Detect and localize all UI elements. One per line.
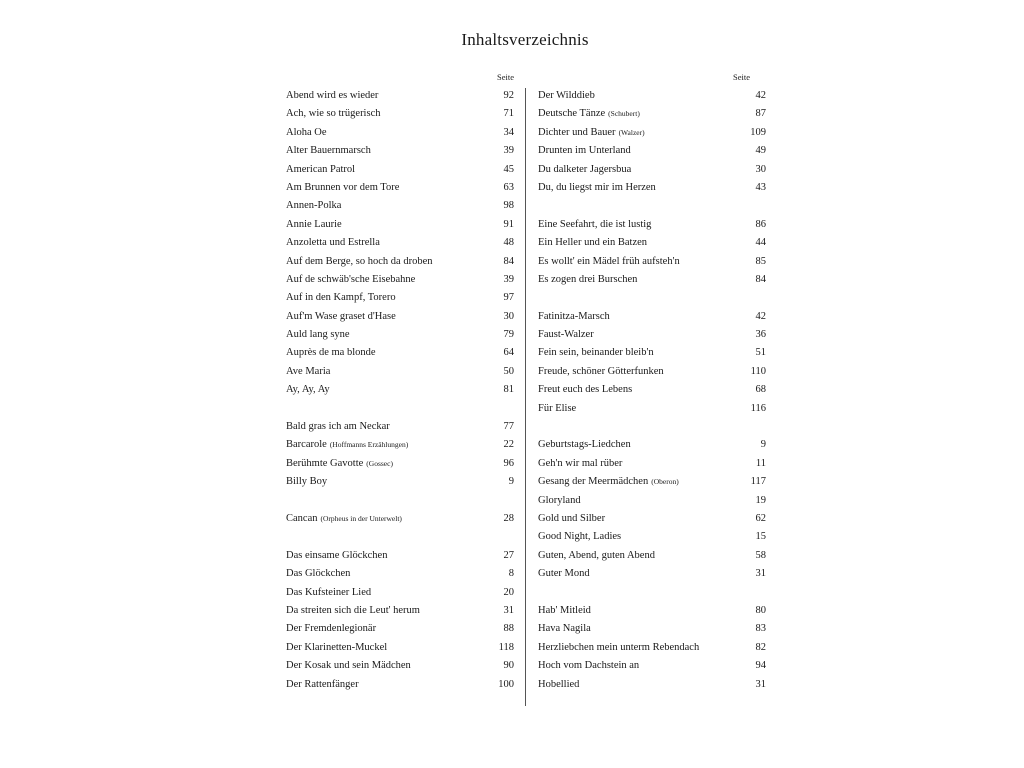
toc-entry-title-text: Auf'm Wase graset d'Hase (286, 310, 396, 322)
toc-entry-page: 117 (750, 476, 766, 488)
toc-entry-title (286, 182, 488, 193)
toc-entry-title-text: Auprès de ma blonde (286, 347, 376, 359)
toc-entry (286, 292, 514, 310)
toc-entry-title-text: Auld lang syne (286, 329, 350, 341)
toc-entry-title (286, 127, 488, 138)
toc-entry-title (538, 311, 740, 322)
toc-entry-page: 97 (503, 292, 514, 304)
toc-entry-title (538, 108, 740, 119)
toc-entry-title (538, 550, 740, 561)
toc-entry (538, 90, 766, 108)
toc-entry-title (538, 145, 740, 156)
toc-entry (538, 550, 766, 568)
toc-entry (538, 347, 766, 365)
toc-entry-title (538, 439, 740, 450)
toc-entry-title (286, 329, 488, 340)
toc-entry-title (286, 237, 488, 248)
toc-entry (538, 495, 766, 513)
toc-entry-page: 100 (498, 678, 514, 690)
toc-entry-page: 83 (755, 623, 766, 635)
toc-entry (538, 568, 766, 586)
toc-entry-page: 98 (503, 200, 514, 212)
toc-entry-page: 27 (503, 549, 514, 561)
toc-entry-page: 116 (750, 402, 766, 414)
toc-entry-title (538, 127, 740, 138)
toc-entry (286, 237, 514, 255)
toc-entry-title (286, 347, 488, 358)
toc-entry-page: 80 (755, 604, 766, 616)
toc-entry-page: 9 (508, 476, 514, 488)
toc-entry (286, 256, 514, 274)
toc-entry-title-text: Good Night, Ladies (538, 531, 622, 543)
toc-entry-title-text: Auf de schwäb'sche Eisebahne (286, 273, 416, 285)
toc-entry-page: 84 (503, 255, 514, 267)
toc-entry-title-text: Es zogen drei Burschen (538, 273, 638, 285)
toc-entry (538, 366, 766, 384)
toc-entry-page: 96 (503, 457, 514, 469)
toc-entry-title-text: Hobellied (538, 678, 580, 690)
toc-entry-title-text: Herzliebchen mein unterm Rebendach (538, 641, 700, 653)
toc-entry-title (286, 458, 488, 469)
toc-spacer (286, 495, 514, 513)
toc-entry-title (538, 347, 740, 358)
toc-entry-title (538, 623, 740, 634)
toc-entry-title-text: Der Rattenfänger (286, 678, 359, 690)
toc-entry-title-text: Alter Bauernmarsch (286, 145, 371, 157)
toc-entry (538, 605, 766, 623)
toc-right-column (538, 90, 766, 697)
toc-entry (286, 568, 514, 586)
toc-entry-title-text: Ay, Ay, Ay (286, 384, 330, 396)
toc-entry-title (286, 642, 488, 653)
toc-entry-page: 88 (503, 623, 514, 635)
toc-entry-title-text: Guten, Abend, guten Abend (538, 549, 655, 561)
toc-entry-title-text: Hoch vom Dachstein an (538, 660, 640, 672)
toc-entry-subtitle: (Gossec) (366, 458, 393, 468)
toc-entry (538, 329, 766, 347)
toc-entry (286, 679, 514, 697)
toc-entry-title-text: Ein Heller und ein Batzen (538, 237, 648, 249)
toc-entry (538, 256, 766, 274)
toc-entry-title-text: Anzoletta und Estrella (286, 237, 380, 249)
toc-spacer (286, 531, 514, 549)
toc-entry-title (538, 495, 740, 506)
toc-entry (538, 679, 766, 697)
toc-entry-page: 63 (503, 181, 514, 193)
toc-entry (538, 623, 766, 641)
toc-entry-title (286, 219, 488, 230)
toc-entry-title (286, 366, 488, 377)
toc-entry-title (286, 164, 488, 175)
toc-entry-page: 44 (755, 237, 766, 249)
toc-spacer (538, 292, 766, 310)
toc-entry-title (538, 164, 740, 175)
toc-entry (286, 366, 514, 384)
toc-entry-page: 31 (755, 678, 766, 690)
toc-spacer (538, 421, 766, 439)
toc-entry (286, 421, 514, 439)
toc-entry-title-text: Der Fremdenlegionär (286, 623, 377, 635)
toc-entry-title-text: Du, du liegst mir im Herzen (538, 181, 656, 193)
toc-entry-title-text: Hab' Mitleid (538, 604, 591, 616)
toc-entry-subtitle: (Orpheus in der Unterwelt) (320, 513, 402, 523)
toc-entry-title-text: Berühmte Gavotte (286, 457, 364, 469)
toc-entry-page: 84 (755, 273, 766, 285)
toc-entry-title-text: Fein sein, beinander bleib'n (538, 347, 654, 359)
toc-entry-title (538, 605, 740, 616)
toc-entry-title (286, 311, 488, 322)
toc-entry-title-text: Billy Boy (286, 476, 328, 488)
toc-entry (538, 458, 766, 476)
toc-entry-title-text: Abend wird es wieder (286, 90, 379, 101)
toc-entry-title-text: Ave Maria (286, 365, 331, 377)
toc-entry-title (538, 568, 740, 579)
toc-entry-title (286, 660, 488, 671)
toc-entry-page: 31 (503, 604, 514, 616)
column-divider (525, 88, 526, 706)
toc-entry-title-text: Das Kufsteiner Lied (286, 586, 372, 598)
toc-entry-title (286, 145, 488, 156)
toc-entry-page: 77 (503, 421, 514, 433)
toc-entry-title (286, 274, 488, 285)
toc-entry-title-text: Du dalketer Jagersbua (538, 163, 632, 175)
toc-entry-title-text: Annie Laurie (286, 218, 342, 230)
toc-entry-title-text: Deutsche Tänze (538, 108, 606, 120)
toc-entry (286, 623, 514, 641)
toc-entry-page: 48 (503, 237, 514, 249)
toc-entry-page: 15 (755, 531, 766, 543)
toc-entry (286, 476, 514, 494)
toc-entry (286, 642, 514, 660)
toc-entry-title (538, 182, 740, 193)
toc-entry-title-text: Am Brunnen vor dem Tore (286, 181, 400, 193)
toc-entry-title (286, 292, 488, 303)
toc-entry (286, 182, 514, 200)
toc-entry-title (286, 623, 488, 634)
toc-entry-page: 42 (755, 310, 766, 322)
toc-entry (286, 550, 514, 568)
toc-entry-page: 64 (503, 347, 514, 359)
toc-entry-title-text: Freude, schöner Götterfunken (538, 365, 664, 377)
toc-entry-title-text: Der Kosak und sein Mädchen (286, 660, 411, 672)
seite-label-right: Seite (733, 72, 750, 82)
toc-entry-page: 62 (755, 512, 766, 524)
toc-entry-title-text: Dichter und Bauer (538, 126, 616, 138)
toc-entry-title (286, 108, 488, 119)
toc-entry-title (538, 274, 740, 285)
toc-entry (538, 476, 766, 494)
toc-entry-page: 50 (503, 365, 514, 377)
toc-entry-page: 109 (750, 126, 766, 138)
toc-entry-page: 110 (750, 365, 766, 377)
toc-entry (538, 311, 766, 329)
toc-entry (538, 531, 766, 549)
toc-entry-page: 71 (503, 108, 514, 120)
toc-entry-page: 91 (503, 218, 514, 230)
toc-entry-page: 45 (503, 163, 514, 175)
toc-entry (286, 329, 514, 347)
toc-entry-title (538, 384, 740, 395)
toc-entry (538, 642, 766, 660)
page-title: Inhaltsverzeichnis (461, 30, 589, 49)
toc-entry-title (286, 421, 488, 432)
toc-entry (286, 439, 514, 457)
toc-entry-page: 9 (760, 439, 766, 451)
toc-entry-title (538, 219, 740, 230)
toc-entry (538, 164, 766, 182)
toc-entry-title (286, 439, 488, 450)
toc-entry-title-text: Bald gras ich am Neckar (286, 421, 390, 433)
toc-entry-title (286, 476, 488, 487)
toc-entry (538, 384, 766, 402)
toc-entry-title-text: Das Glöckchen (286, 568, 351, 580)
toc-entry-title (538, 403, 740, 414)
toc-entry-title (286, 605, 488, 616)
toc-entry-title-text: Eine Seefahrt, die ist lustig (538, 218, 652, 230)
toc-entry (538, 127, 766, 145)
toc-entry (286, 660, 514, 678)
toc-entry-title-text: Der Wilddieb (538, 90, 595, 101)
toc-entry (286, 605, 514, 623)
toc-entry (286, 587, 514, 605)
toc-entry (286, 164, 514, 182)
toc-entry-title (286, 679, 488, 690)
toc-entry-page: 81 (503, 384, 514, 396)
toc-entry-subtitle: (Oberon) (651, 477, 679, 487)
toc-entry-page: 85 (755, 255, 766, 267)
toc-entry-title-text: Hava Nagila (538, 623, 591, 635)
toc-entry-title-text: Freut euch des Lebens (538, 384, 633, 396)
toc-entry-page: 87 (755, 108, 766, 120)
toc-entry-title-text: Gold und Silber (538, 512, 606, 524)
toc-entry (538, 513, 766, 531)
toc-entry-page: 42 (755, 90, 766, 101)
toc-entry (538, 237, 766, 255)
toc-entry-page: 19 (755, 494, 766, 506)
toc-entry-title-text: Auf in den Kampf, Torero (286, 292, 396, 304)
toc-entry-title (286, 256, 488, 267)
toc-entry-title (538, 256, 740, 267)
toc-entry-title-text: Das einsame Glöckchen (286, 549, 388, 561)
toc-entry-page: 90 (503, 660, 514, 672)
toc-entry-subtitle: (Schubert) (608, 109, 640, 119)
toc-entry (286, 274, 514, 292)
toc-entry-title (286, 587, 488, 598)
toc-entry-title-text: Es wollt' ein Mädel früh aufsteh'n (538, 255, 680, 267)
toc-entry-page: 58 (755, 549, 766, 561)
toc-entry (286, 219, 514, 237)
toc-entry-title (538, 329, 740, 340)
toc-entry (286, 513, 514, 531)
toc-entry-page: 92 (503, 90, 514, 101)
toc-entry-page: 30 (503, 310, 514, 322)
toc-entry-title-text: Gesang der Meermädchen (538, 476, 649, 488)
toc-entry-title (286, 200, 488, 211)
toc-entry-page: 31 (755, 568, 766, 580)
toc-entry-page: 39 (503, 273, 514, 285)
toc-entry-title-text: Gloryland (538, 494, 581, 506)
toc-entry-title-text: Barcarole (286, 439, 327, 451)
toc-entry (286, 145, 514, 163)
toc-entry-title-text: Faust-Walzer (538, 329, 594, 341)
toc-entry-title-text: Aloha Oe (286, 126, 327, 138)
toc-entry-title-text: Cancan (286, 512, 318, 524)
toc-entry-page: 94 (755, 660, 766, 672)
toc-entry-title (538, 237, 740, 248)
toc-entry-title-text: Für Elise (538, 402, 577, 414)
toc-entry (538, 219, 766, 237)
toc-entry-page: 20 (503, 586, 514, 598)
toc-entry-title-text: Fatinitza-Marsch (538, 310, 610, 322)
toc-entry-title (538, 90, 740, 101)
toc-entry-page: 51 (755, 347, 766, 359)
toc-entry-title (286, 550, 488, 561)
toc-entry (286, 90, 514, 108)
toc-entry-title (538, 513, 740, 524)
toc-entry-title-text: Der Klarinetten-Muckel (286, 641, 388, 653)
toc-entry-title (286, 513, 488, 524)
toc-entry (286, 108, 514, 126)
toc-entry-title-text: Da streiten sich die Leut' herum (286, 604, 420, 616)
toc-spacer (538, 587, 766, 605)
toc-entry-page: 22 (503, 439, 514, 451)
toc-entry-title (538, 679, 740, 690)
toc-entry-page: 49 (755, 145, 766, 157)
toc-entry (538, 274, 766, 292)
toc-entry (538, 403, 766, 421)
toc-entry-page: 30 (755, 163, 766, 175)
toc-entry-title (538, 642, 740, 653)
toc-entry-page: 79 (503, 329, 514, 341)
toc-entry-page: 11 (755, 457, 766, 469)
toc-entry-subtitle: (Walzer) (618, 127, 645, 137)
toc-entry-page: 39 (503, 145, 514, 157)
toc-spacer (538, 200, 766, 218)
toc-entry-page: 68 (755, 384, 766, 396)
toc-entry-title-text: Ach, wie so trügerisch (286, 108, 381, 120)
toc-entry (286, 127, 514, 145)
toc-entry-title-text: Geburtstags-Liedchen (538, 439, 631, 451)
seite-label-left: Seite (497, 72, 514, 82)
toc-entry-page: 8 (508, 568, 514, 580)
toc-entry-page: 43 (755, 181, 766, 193)
toc-entry-title-text: Guter Mond (538, 568, 590, 580)
toc-spacer (286, 403, 514, 421)
toc-entry (286, 458, 514, 476)
toc-entry-title-text: American Patrol (286, 163, 356, 175)
toc-entry-title (286, 568, 488, 579)
toc-entry (538, 145, 766, 163)
toc-entry-title (538, 458, 740, 469)
toc-entry (538, 182, 766, 200)
toc-entry (286, 347, 514, 365)
toc-entry-title (286, 384, 488, 395)
toc-entry-page: 28 (503, 512, 514, 524)
toc-entry-page: 36 (755, 329, 766, 341)
toc-entry-title (538, 476, 740, 487)
toc-entry (286, 384, 514, 402)
toc-entry (538, 108, 766, 126)
toc-entry (286, 311, 514, 329)
toc-entry-page: 34 (503, 126, 514, 138)
toc-entry (538, 660, 766, 678)
toc-entry-page: 86 (755, 218, 766, 230)
toc-entry-subtitle: (Hoffmanns Erzählungen) (329, 440, 409, 450)
toc-entry-title-text: Annen-Polka (286, 200, 342, 212)
toc-entry-title-text: Drunten im Unterland (538, 145, 631, 157)
toc-entry-title (538, 660, 740, 671)
toc-entry (286, 200, 514, 218)
toc-entry-page: 118 (498, 641, 514, 653)
toc-entry-title-text: Geh'n wir mal rüber (538, 457, 623, 469)
toc-entry-title (286, 90, 488, 101)
toc-entry-title (538, 366, 740, 377)
toc-entry (538, 439, 766, 457)
toc-entry-page: 82 (755, 641, 766, 653)
toc-entry-title (538, 531, 740, 542)
toc-entry-title-text: Auf dem Berge, so hoch da droben (286, 255, 433, 267)
toc-left-column (286, 90, 514, 697)
